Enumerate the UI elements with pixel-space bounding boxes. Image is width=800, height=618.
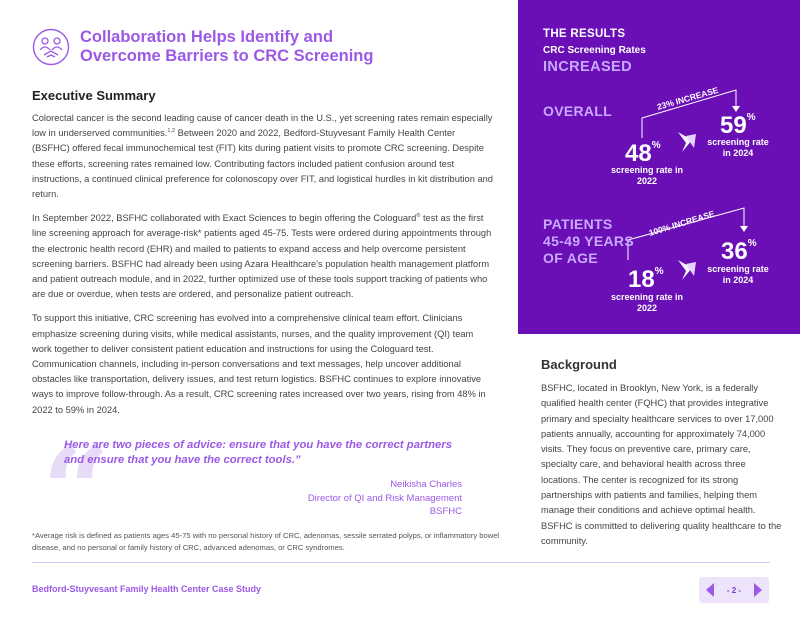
- age-before-label: screening rate in 2022: [610, 292, 684, 313]
- p2-text-b: test as the first line screening approach for average-risk* patients aged 45-75. Tests were ordered during appointments through the electronic health record (EHR) and mailed to patients to expand access and help overcome persistent screening barriers. BSFHC had already been using Azara Healthcare's population health management platform and patient outreach module, and in 2022, further optimized use of these tools support tracking of patients who are due or overdue, when tests are ordered, and personalize patient outreach.: [32, 213, 492, 300]
- page-title: [80, 28, 373, 66]
- quote-text: Here are two pieces of advice: ensure that you have the correct partners and ensure that you have the correct tools.”: [64, 439, 452, 466]
- percent-sign: %: [654, 266, 664, 277]
- background-heading: Background: [541, 357, 617, 372]
- executive-summary-heading: Executive Summary: [32, 88, 156, 103]
- age-after-label: screening rate in 2024: [707, 264, 769, 285]
- footer-title: Bedford-Stuyvesant Family Health Center Case Study: [32, 584, 262, 594]
- age-before-value: [628, 266, 664, 294]
- overall-increase-label: 23% INCREASE: [655, 84, 720, 112]
- page-title-line2: Overcome Barriers to CRC Screening: [80, 47, 374, 65]
- footnote: *Average risk is defined as patients ages 45-75 with no personal history of CRC, adenomas, sessile serrated polyps, or inflammatory bowel disease, and no personal or family history of CRC, advanced adenomas, or CRC syndromes.: [32, 531, 500, 552]
- age-label-line2: 45-49 YEARS: [543, 233, 634, 249]
- overall-before-label: screening rate in 2022: [610, 165, 684, 186]
- background-text: BSFHC, located in Brooklyn, New York, is a federally qualified health center (FQHC) that provides integrative primary and specialty healthcare services to over 17,000 patients annually, accounting for approximately 74,000 visits. They focus on preventive care, primary care, specialty care, and behavioral health across three locations. The center is recognized for its strong partnerships with patients and families, helping them manage their conditions and achieve optimal health. BSFHC is committed to delivering quality healthcare to the community.: [541, 383, 782, 546]
- age-bracket-arrowhead: [740, 226, 748, 232]
- age-after-value: [721, 238, 757, 266]
- overall-label: OVERALL: [543, 103, 612, 119]
- results-panel: [518, 0, 800, 334]
- previous-page-icon[interactable]: [706, 583, 714, 597]
- age-label-line3: OF AGE: [543, 250, 598, 266]
- results-heading: THE RESULTS: [543, 28, 626, 40]
- age-label-line1: PATIENTS: [543, 216, 613, 232]
- executive-summary-paragraph-2: [32, 211, 494, 302]
- executive-summary-paragraph-3: To support this initiative, CRC screening has evolved into a comprehensive clinical team effort. Clinicians emphasize screening during visits, while medical assistants, nurses, and the quality improvement (QI) team work together to deliver consistent patient education and instructions for using the Cologuard test. Communication channels, including in-person conversations and text messages, help uncover additional obstacles like transportation, delivery issues, and test return logistics. BSFHC continues to explore innovative ways to improve follow-through. As a result, CRC screening rates increased over two years, rising from 48% in 2022 to 59% in 2024.: [32, 313, 486, 415]
- age-before-number: 18: [628, 266, 655, 293]
- footer-divider: [32, 562, 770, 563]
- page-title-line1: Collaboration Helps Identify and: [80, 28, 334, 46]
- p2-superscript: ®: [416, 213, 421, 220]
- results-increased: INCREASED: [543, 59, 632, 75]
- age-increase-label: 100% INCREASE: [647, 208, 716, 238]
- title-row: [32, 28, 494, 66]
- quote-role: Director of QI and Risk Management: [307, 492, 462, 504]
- overall-after-value: [720, 112, 756, 140]
- overall-before-value: [625, 140, 661, 168]
- p1-superscript: 1,2: [167, 128, 176, 135]
- quote-org: BSFHC: [429, 506, 462, 517]
- percent-sign: %: [746, 112, 756, 123]
- collaboration-people-icon: [32, 28, 70, 66]
- age-after-number: 36: [721, 238, 748, 265]
- quote-mark-icon: “: [42, 421, 100, 560]
- p2-text-a: In September 2022, BSFHC collaborated with Exact Sciences to begin offering the Cologuard: [32, 213, 417, 224]
- results-subheading: CRC Screening Rates: [543, 45, 646, 56]
- quote-attribution: [308, 478, 462, 519]
- overall-before-number: 48: [625, 140, 652, 167]
- percent-sign: %: [747, 238, 757, 249]
- page-navigator: [699, 577, 769, 603]
- p1-text-b: Between 2020 and 2022, Bedford-Stuyvesant Family Health Center (BSFHC) offered fecal immunochemical test (FIT) kits during patient visits to promote CRC screening. Despite these efforts, screening rates remained low. Contributing factors included patient confusion around test instructions, a continued clinical preference for colonoscopy over FIT, and logistical hurdles in kit distribution and return.: [32, 128, 493, 200]
- executive-summary-paragraph-1: [32, 111, 494, 202]
- percent-sign: %: [651, 140, 661, 151]
- overall-after-number: 59: [720, 112, 747, 139]
- overall-after-label: screening rate in 2024: [707, 137, 769, 158]
- next-page-icon[interactable]: [754, 583, 762, 597]
- overall-growth-arrow-icon: [678, 132, 692, 152]
- main-column: [32, 28, 494, 418]
- age-growth-arrow-icon: [678, 260, 692, 280]
- page-number: - 2 -: [726, 585, 742, 595]
- quote-name: Neikisha Charles: [390, 479, 462, 490]
- age-label: [543, 216, 634, 267]
- p1-text-a: Colorectal cancer is the second leading cause of cancer death in the U.S., yet screening rates remain especially low in underserved communities.: [32, 113, 493, 139]
